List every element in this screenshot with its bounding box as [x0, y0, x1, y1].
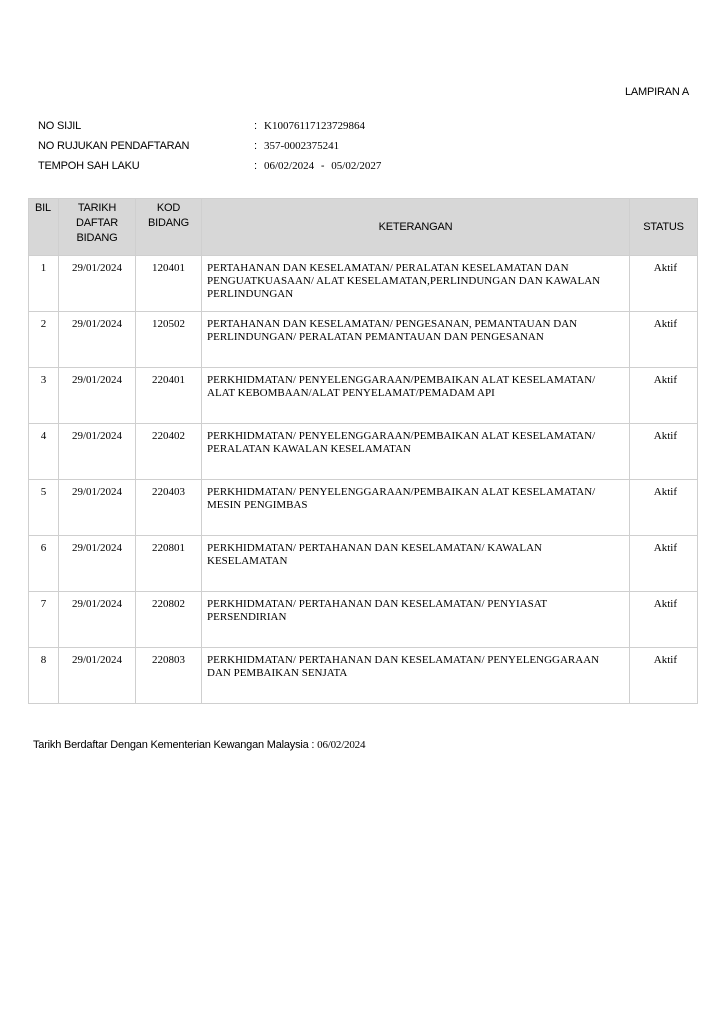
info-colon: :	[254, 160, 258, 172]
cell-status: Aktif	[630, 256, 698, 312]
cell-tarikh: 29/01/2024	[59, 312, 136, 368]
validity-separator: -	[320, 160, 325, 172]
cell-keterangan: PERKHIDMATAN/ PENYELENGGARAAN/PEMBAIKAN ALAT KESELAMATAN/ ALAT KEBOMBAAN/ALAT PENYELAMAT/PEMADAM API	[202, 368, 630, 424]
cell-keterangan: PERTAHANAN DAN KESELAMATAN/ PERALATAN KESELAMATAN DAN PENGUATKUASAAN/ ALAT KESELAMATAN,PERLINDUNGAN DAN KAWALAN PERLINDUNGAN	[202, 256, 630, 312]
info-value: K10076117123729864	[264, 120, 366, 132]
cell-bil: 4	[29, 424, 59, 480]
col-header-tarikh	[59, 199, 136, 256]
cell-tarikh: 29/01/2024	[59, 648, 136, 704]
info-value	[264, 160, 381, 172]
table-row	[29, 368, 698, 424]
cell-status: Aktif	[630, 312, 698, 368]
cell-bil: 8	[29, 648, 59, 704]
cell-tarikh: 29/01/2024	[59, 536, 136, 592]
col-header-keterangan: KETERANGAN	[202, 199, 630, 256]
table-row	[29, 592, 698, 648]
cell-kod: 220802	[136, 592, 202, 648]
table-row	[29, 536, 698, 592]
validity-start: 06/02/2024	[264, 160, 315, 172]
cell-keterangan: PERKHIDMATAN/ PERTAHANAN DAN KESELAMATAN/ KAWALAN KESELAMATAN	[202, 536, 630, 592]
info-label: NO RUJUKAN PENDAFTARAN	[38, 140, 190, 152]
cell-keterangan: PERKHIDMATAN/ PENYELENGGARAAN/PEMBAIKAN ALAT KESELAMATAN/ PERALATAN KAWALAN KESELAMATAN	[202, 424, 630, 480]
table-row	[29, 424, 698, 480]
cell-keterangan: PERKHIDMATAN/ PENYELENGGARAAN/PEMBAIKAN ALAT KESELAMATAN/ MESIN PENGIMBAS	[202, 480, 630, 536]
cell-bil: 7	[29, 592, 59, 648]
cell-kod: 220402	[136, 424, 202, 480]
cell-bil: 3	[29, 368, 59, 424]
registration-fields-table	[28, 198, 698, 704]
table-header-row	[29, 199, 698, 256]
cell-bil: 1	[29, 256, 59, 312]
cell-kod: 220801	[136, 536, 202, 592]
cell-bil: 2	[29, 312, 59, 368]
cell-status: Aktif	[630, 368, 698, 424]
cell-tarikh: 29/01/2024	[59, 592, 136, 648]
registration-date-footer	[33, 739, 365, 751]
footer-label: Tarikh Berdaftar Dengan Kementerian Kewangan Malaysia :	[33, 739, 315, 751]
info-label: TEMPOH SAH LAKU	[38, 160, 140, 172]
table-row	[29, 256, 698, 312]
cell-bil: 6	[29, 536, 59, 592]
col-header-line: BIDANG	[76, 232, 118, 244]
cell-bil: 5	[29, 480, 59, 536]
col-header-line: KOD	[156, 202, 181, 214]
info-row-no-sijil	[38, 120, 381, 140]
cell-keterangan: PERTAHANAN DAN KESELAMATAN/ PENGESANAN, PEMANTAUAN DAN PERLINDUNGAN/ PERALATAN PEMANTAUAN DAN PENGESANAN	[202, 312, 630, 368]
cell-tarikh: 29/01/2024	[59, 424, 136, 480]
cell-status: Aktif	[630, 648, 698, 704]
col-header-line: BIDANG	[148, 217, 189, 229]
info-row-tempoh	[38, 160, 381, 180]
cell-status: Aktif	[630, 480, 698, 536]
cell-status: Aktif	[630, 536, 698, 592]
page-annex-label: LAMPIRAN A	[624, 86, 689, 98]
info-colon: :	[254, 120, 258, 132]
col-header-kod	[136, 199, 202, 256]
col-header-status: STATUS	[630, 199, 698, 256]
validity-end: 05/02/2027	[331, 160, 382, 172]
col-header-line: TARIKH	[77, 202, 117, 214]
cell-kod: 220403	[136, 480, 202, 536]
info-value: 357-0002375241	[264, 140, 340, 152]
cell-status: Aktif	[630, 592, 698, 648]
cell-kod: 220803	[136, 648, 202, 704]
table-row	[29, 312, 698, 368]
info-label: NO SIJIL	[38, 120, 82, 132]
cell-tarikh: 29/01/2024	[59, 256, 136, 312]
cell-keterangan: PERKHIDMATAN/ PERTAHANAN DAN KESELAMATAN/ PENYIASAT PERSENDIRIAN	[202, 592, 630, 648]
cell-kod: 120502	[136, 312, 202, 368]
certificate-info	[38, 120, 381, 180]
footer-value: 06/02/2024	[317, 739, 366, 751]
col-header-bil: BIL	[29, 199, 59, 256]
table-row	[29, 480, 698, 536]
cell-tarikh: 29/01/2024	[59, 480, 136, 536]
cell-tarikh: 29/01/2024	[59, 368, 136, 424]
cell-kod: 120401	[136, 256, 202, 312]
info-colon: :	[254, 140, 258, 152]
info-row-no-rujukan	[38, 140, 381, 160]
table-row	[29, 648, 698, 704]
cell-status: Aktif	[630, 424, 698, 480]
col-header-line: DAFTAR	[76, 217, 118, 229]
cell-kod: 220401	[136, 368, 202, 424]
cell-keterangan: PERKHIDMATAN/ PERTAHANAN DAN KESELAMATAN/ PENYELENGGARAAN DAN PEMBAIKAN SENJATA	[202, 648, 630, 704]
